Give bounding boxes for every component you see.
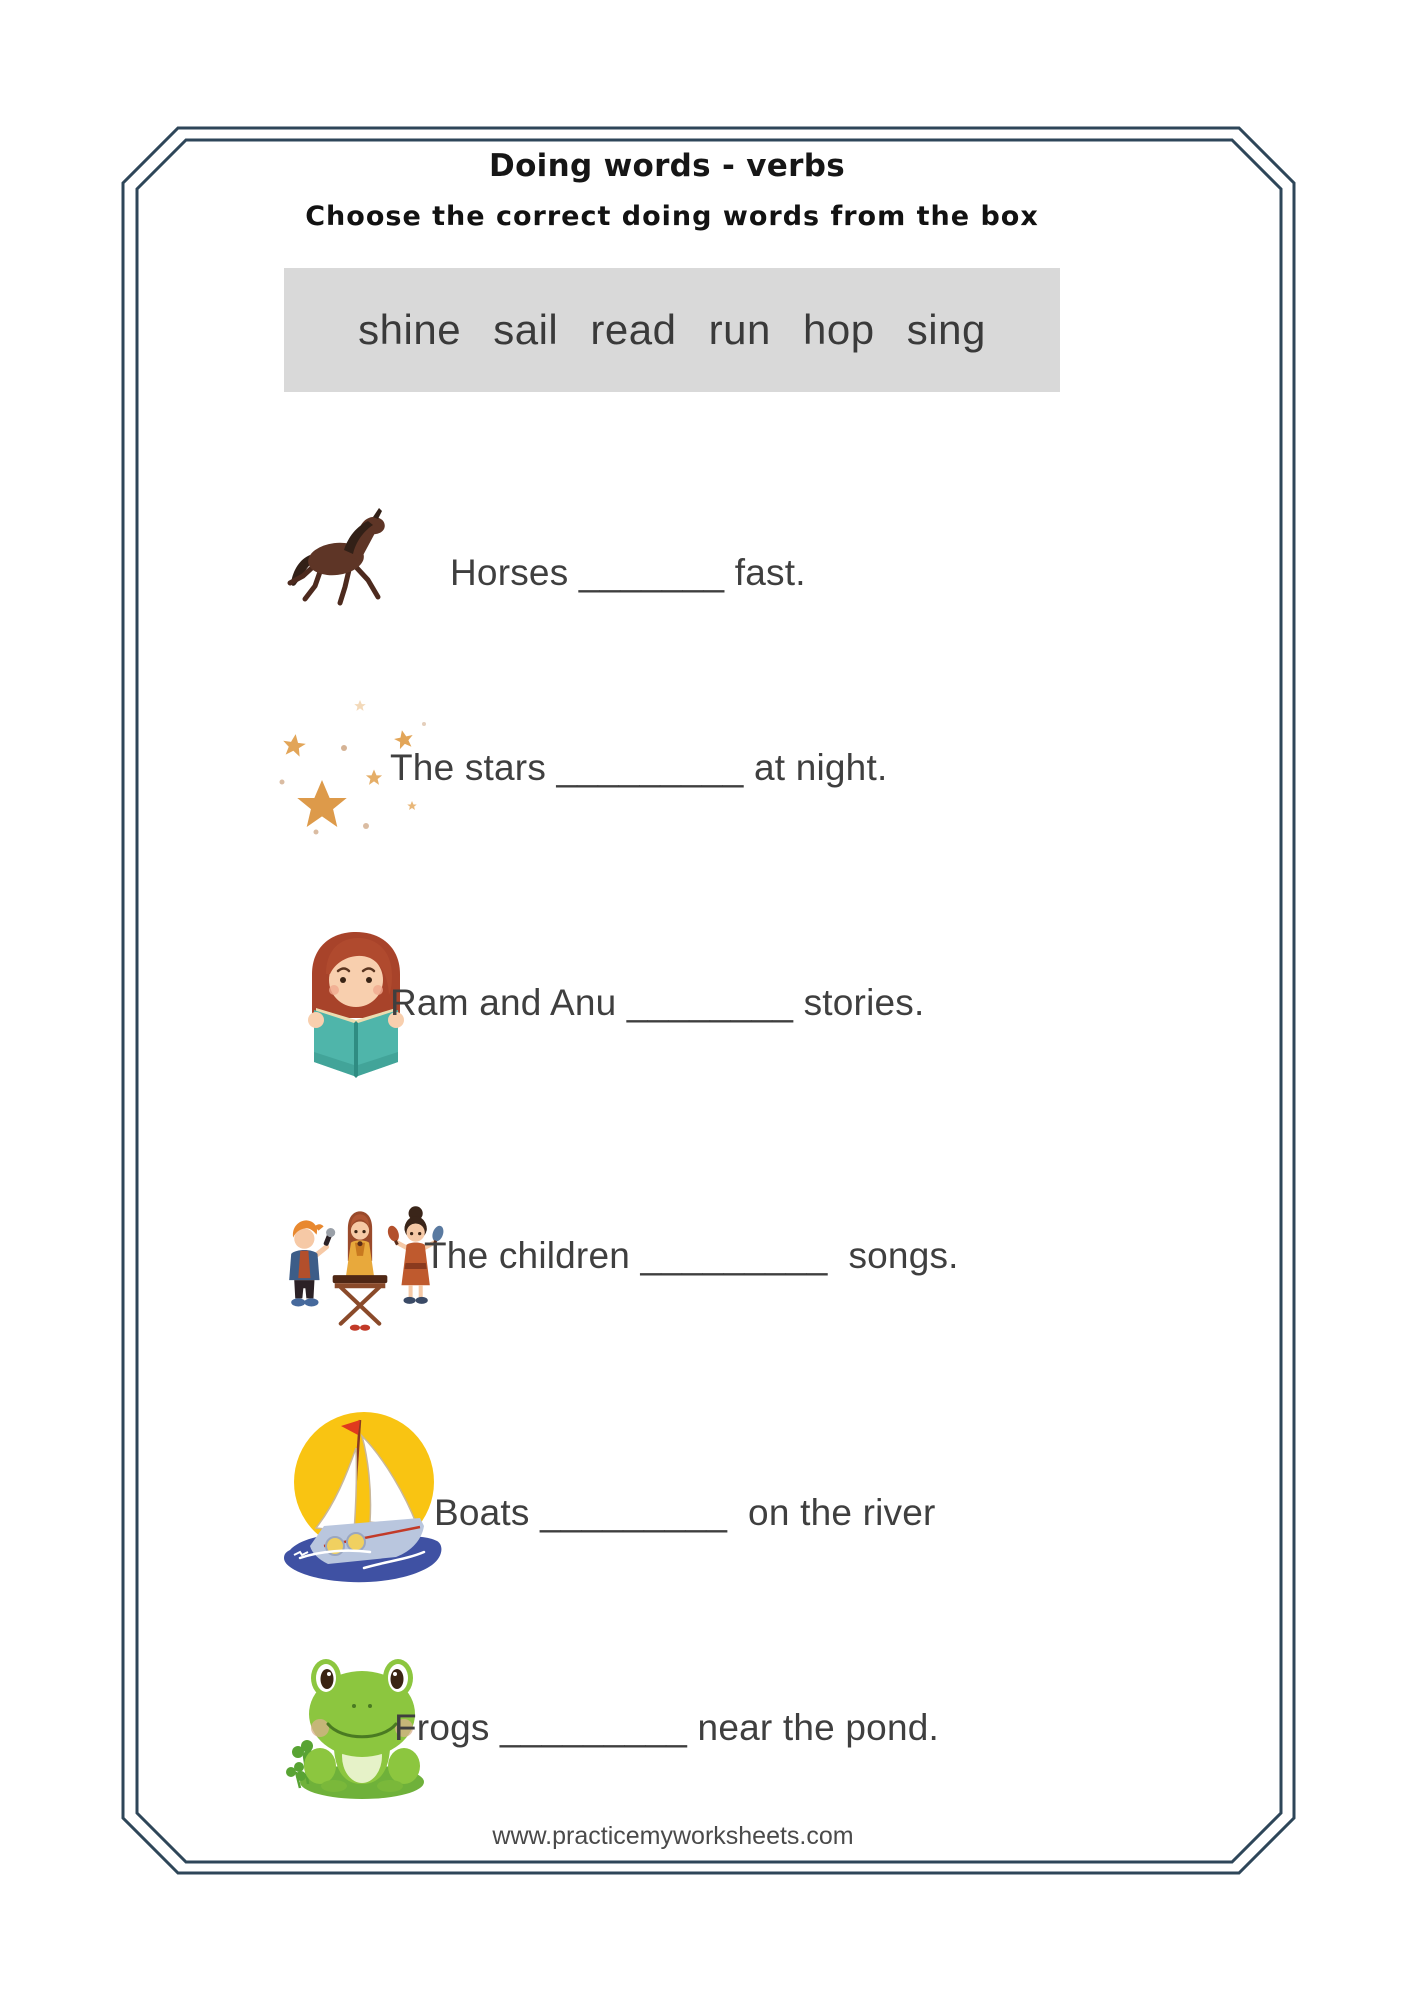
page-title: Doing words - verbs — [489, 148, 845, 184]
instructions-text: Choose the correct doing words from the box — [305, 201, 1039, 232]
question-sentence: The children _________ songs. — [424, 1235, 959, 1276]
question-sentence: Frogs _________ near the pond. — [394, 1707, 939, 1748]
word-bank-words: shine sail read run hop sing — [358, 306, 986, 353]
sailboat-illustration — [272, 1398, 448, 1592]
word-bank-box — [284, 268, 1060, 392]
question-sentence: Horses _______ fast. — [450, 552, 806, 593]
question-sentence: Boats _________ on the river — [434, 1492, 936, 1533]
horse-illustration — [276, 503, 398, 627]
singing-children-illustration — [274, 1198, 446, 1338]
question-sentence: Ram and Anu ________ stories. — [390, 982, 925, 1023]
question-sentence: The stars _________ at night. — [390, 747, 888, 788]
footer-website: www.practicemyworksheets.com — [492, 1822, 854, 1850]
